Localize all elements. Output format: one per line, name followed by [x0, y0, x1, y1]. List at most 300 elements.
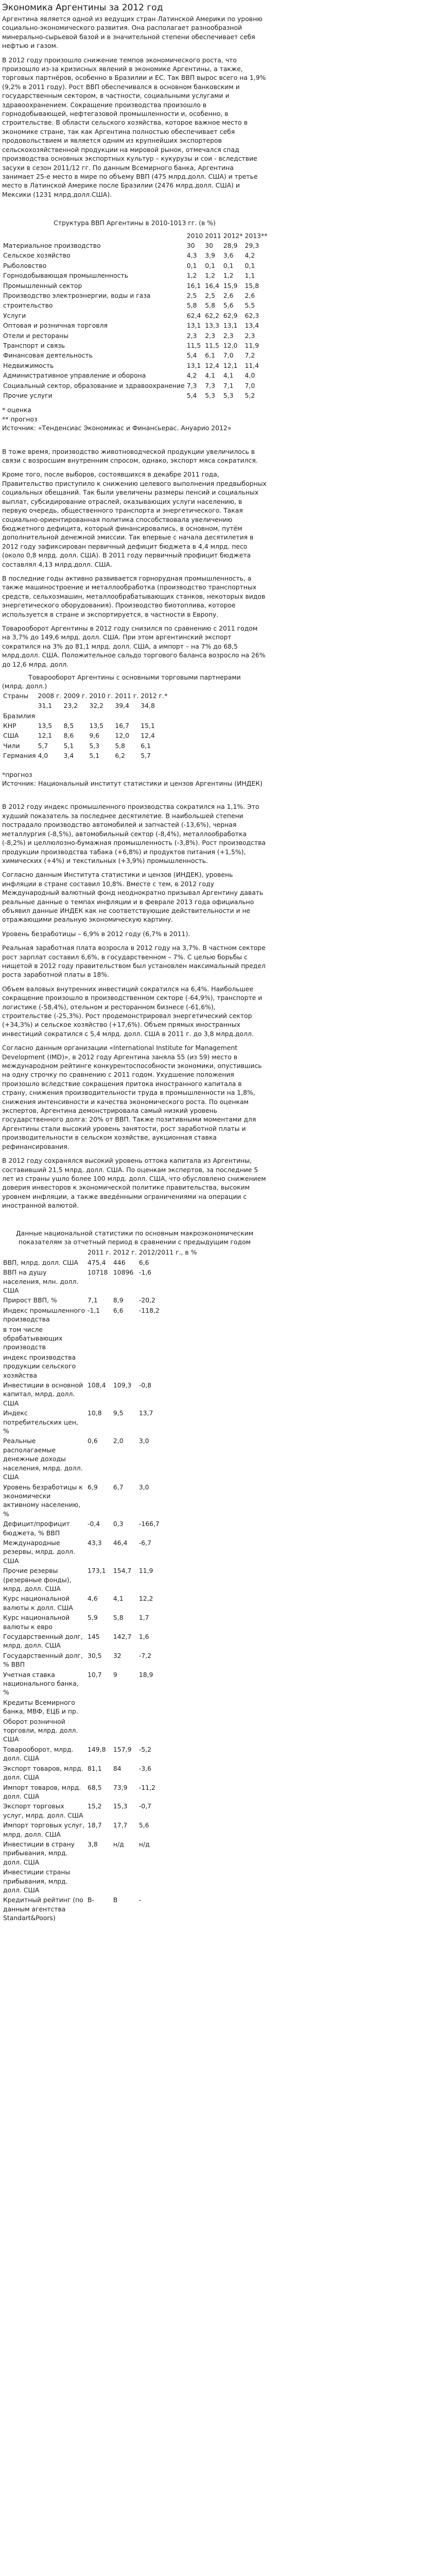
- table-row-label: Инвестиции в основной капитал, млрд. долл. США: [3, 1381, 83, 1407]
- table-cell: 12,2: [138, 1595, 153, 1603]
- table-cell: 10718: [88, 1268, 108, 1277]
- table-cell: 5,1: [63, 741, 74, 750]
- table-row-label: Недвижимость: [3, 361, 54, 369]
- table-row-label: Инвестиции страны прибывания, млрд. долл. США: [3, 1868, 71, 1894]
- table-cell: [86, 1717, 112, 1744]
- table-cell: -11,2: [138, 1783, 155, 1791]
- table-cell: [86, 1698, 112, 1717]
- table-cell: 4,0: [245, 371, 255, 380]
- table-cell: -0,4: [88, 1520, 100, 1528]
- table-row-label: Производство электроэнергии, воды и газа: [3, 291, 151, 299]
- table-row: [2, 261, 268, 270]
- table-cell: 11,9: [245, 342, 259, 349]
- table-cell: 30: [186, 241, 195, 249]
- table-cell: 2011 г.: [88, 1248, 111, 1257]
- table-row-label: в том числе обрабатывающих производств: [3, 1325, 63, 1351]
- table-cell: 12,4: [205, 361, 219, 369]
- table-row-label: Рыболовство: [3, 261, 47, 269]
- table-row: [2, 241, 268, 250]
- table-cell: 5,8: [186, 301, 197, 310]
- table-cell: 142,7: [113, 1633, 132, 1640]
- table-cell: 9: [113, 1670, 117, 1679]
- table-row-label: Курс национальной валюты к евро: [3, 1614, 70, 1631]
- table-cell: 68,5: [88, 1783, 102, 1791]
- table-cell: -6,7: [138, 1538, 152, 1547]
- table-row: [2, 1436, 198, 1482]
- table-cell: -166,7: [138, 1520, 160, 1528]
- table-cell: 1,1: [245, 272, 255, 280]
- spacer: [2, 761, 267, 770]
- table-row-label: Дефицит/профицит бюджета, % ВВП: [3, 1520, 70, 1537]
- table-cell: 3,6: [223, 251, 234, 260]
- table-row: [2, 1783, 198, 1802]
- table-row-label: Кредиты Всемирного банка, МВФ, ЕЦБ и пр.: [3, 1698, 78, 1716]
- table-row: [2, 1764, 198, 1783]
- table-row: [2, 361, 268, 370]
- table-cell: [139, 711, 168, 721]
- table-row: [2, 1670, 198, 1698]
- table-row: [2, 1867, 198, 1895]
- table-cell: 84: [113, 1764, 121, 1772]
- table-row-label: Кредитный рейтинг (по данным агентства Standart&Poors): [3, 1896, 83, 1922]
- table-cell: [86, 1867, 112, 1895]
- table-cell: 4,0: [38, 752, 48, 760]
- table-cell: 30: [205, 241, 214, 249]
- table-row: [2, 1519, 198, 1538]
- table-row-label: Материальное производство: [3, 241, 101, 249]
- table-row-label: Административное управление и оборона: [3, 371, 146, 380]
- table-row-label: Курс национальной валюты к долл. США: [3, 1595, 73, 1612]
- table-cell: 16,4: [205, 281, 219, 290]
- table-cell: -1,1: [88, 1306, 100, 1314]
- table-cell: 12,4: [141, 732, 155, 740]
- table-cell: [112, 1867, 138, 1895]
- table2-caption: Товарооборот Аргентины с основными торговыми партнерами: [28, 673, 241, 681]
- table-row: [2, 370, 268, 380]
- table-row: [2, 311, 268, 320]
- table2-note-forecast: *прогноз: [2, 770, 32, 778]
- table-row-label: Прочие резервы (резервные фонды), млрд. долл. США: [3, 1567, 72, 1592]
- table-cell: 6,6: [113, 1306, 124, 1314]
- page-title: Экономика Аргентины за 2012 год: [2, 3, 163, 13]
- table-cell: 4,1: [223, 371, 234, 380]
- table-cell: 5,9: [88, 1614, 98, 1622]
- table-cell: 4,6: [88, 1595, 98, 1603]
- table-cell: 4,1: [113, 1595, 124, 1603]
- table-cell: 6,7: [113, 1483, 124, 1491]
- table-cell: 5,3: [223, 392, 234, 400]
- table-row-label: Страны: [3, 691, 29, 700]
- table-row-label: Прирост ВВП, %: [3, 1296, 57, 1304]
- table-row: [2, 1613, 198, 1632]
- table-cell: 5,6: [223, 301, 234, 310]
- table-row: [2, 1306, 198, 1325]
- table-row-label: Экспорт торговых услуг, млрд. долл. США: [3, 1802, 83, 1819]
- table-cell: 2011: [205, 231, 221, 240]
- spacer: [2, 400, 267, 405]
- table-row-label: Международные резервы, млрд. долл. США: [3, 1538, 76, 1565]
- table-row: [2, 1538, 198, 1566]
- table-cell: 18,7: [88, 1821, 102, 1829]
- table-cell: -3,6: [138, 1764, 152, 1772]
- table-cell: 15,1: [141, 722, 155, 730]
- table-cell: 2,6: [223, 291, 234, 299]
- body-paragraph-2: Согласно данным Института статистики и цензов (ИНДЕК), уровень инфляции в стране составил 10,8%. Вместе с тем, в 2012 году Международный валютный фонд неоднократно призывал Аргентину давать реальные данные о темпах инфляции и в феврале 2013 года официально объявил данные ИНДЕК как не соответствующие действительности и не отражающими реальную экономическую картину.: [2, 871, 264, 924]
- table1-note-estimate: * оценка: [2, 406, 31, 414]
- table-row: [2, 270, 268, 280]
- table-cell: 6,9: [88, 1483, 98, 1491]
- table-row-label: [2, 1247, 86, 1257]
- table-cell: 5,3: [205, 392, 215, 400]
- table-cell: B-: [88, 1896, 94, 1904]
- table-row: [2, 1698, 198, 1717]
- table-cell: B: [113, 1896, 118, 1904]
- table-cell: 13,3: [205, 321, 219, 330]
- table-row: [2, 721, 168, 731]
- table-row-label: Германия: [3, 752, 36, 760]
- table3-caption: Данные национальной статистики по основным макроэкономическим показателям за отчетный период в сравнении с предыдущим годом: [15, 1229, 254, 1246]
- table-cell: 32: [113, 1651, 121, 1659]
- table1-note-forecast: ** прогноз: [2, 415, 38, 423]
- table-cell: [138, 1325, 198, 1352]
- table-row: [2, 1352, 198, 1380]
- table-cell: 3,0: [138, 1437, 149, 1445]
- table-cell: 81,1: [88, 1764, 102, 1772]
- table-cell: 0,1: [245, 261, 255, 269]
- table-cell: [112, 1325, 138, 1352]
- body-paragraph-3: Уровень безработицы – 6,9% в 2012 году (6,7% в 2011).: [2, 929, 190, 938]
- table-row: [2, 341, 268, 350]
- table-cell: [138, 1698, 198, 1717]
- table-cell: 16,7: [115, 722, 129, 730]
- table-row-label: КНР: [3, 722, 16, 730]
- table-cell: 12,1: [38, 732, 53, 740]
- table-cell: 475,4: [88, 1258, 106, 1266]
- table-row: [2, 1801, 198, 1820]
- table-cell: 6,1: [141, 741, 151, 750]
- table-row: [2, 381, 268, 391]
- table-cell: 13,1: [223, 321, 238, 330]
- table-row: [2, 291, 268, 300]
- table-cell: [112, 1698, 138, 1717]
- table-row-label: Уровень безработицы к экономически активному населению, %: [3, 1483, 83, 1518]
- spacer: [2, 438, 267, 447]
- table-cell: 1,7: [138, 1614, 149, 1622]
- table-row: [2, 1594, 198, 1613]
- table-cell: [112, 1352, 138, 1380]
- table-cell: 11,4: [245, 361, 259, 369]
- table1-source: Источник: «Тенденсиас Экономикас и Финансьерас. Ануарио 2012»: [2, 424, 232, 432]
- middle-paragraph-1: В тоже время, производство животноводческой продукции увеличилось в связи с возросшим внутренним спросом, однако, экспорт мяса сократился.: [2, 447, 258, 465]
- table-cell: 3,9: [205, 251, 215, 260]
- table-cell: 5,7: [38, 741, 48, 750]
- table-row-label: Прочие услуги: [3, 392, 53, 400]
- table-cell: 157,9: [113, 1745, 132, 1753]
- table-row-label: [2, 231, 186, 241]
- table-cell: [86, 1352, 112, 1380]
- table-cell: 7,1: [223, 381, 234, 389]
- table-cell: 62,9: [223, 311, 238, 319]
- table-row: [2, 1408, 198, 1436]
- table-cell: -: [138, 1896, 142, 1904]
- table-cell: [138, 1352, 198, 1380]
- table-cell: 13,1: [186, 321, 201, 330]
- table-row: [2, 331, 268, 341]
- table-cell: 5,6: [138, 1821, 149, 1829]
- intro-paragraph-1: Аргентина является одной из ведущих стран Латинской Америки по уровню социально-экономического развития. Она располагает разнообразной минерально-сырьевой базой и в значительной степени обеспечивает себя нефтью и газом.: [2, 15, 263, 50]
- table-row: [2, 1482, 198, 1519]
- table-cell: 62,4: [186, 311, 201, 319]
- spacer: [2, 793, 267, 802]
- table-cell: [86, 1325, 112, 1352]
- table-cell: 1,2: [186, 272, 197, 280]
- table-cell: 2012 г.*: [141, 691, 168, 700]
- table-cell: 145: [88, 1633, 100, 1640]
- table-cell: 15,9: [223, 281, 238, 290]
- table-cell: [138, 1717, 198, 1744]
- table-cell: 12,1: [223, 361, 238, 369]
- spacer: [2, 1215, 267, 1225]
- middle-paragraph-3: В последние годы активно развивается горнорудная промышленность, а также машиностроение и металлообработка (производство транспортных средств, сельхозмашин, металлообрабатывающих станков, некоторых видов энергетического оборудования). Производство биотоплива, которое используется в стране и экспортируется, в частности в Европу.: [2, 574, 266, 618]
- table-row-label: Сельское хозяйство: [3, 251, 71, 260]
- table-cell: 11,9: [138, 1567, 153, 1575]
- table-cell: 9,6: [89, 732, 100, 740]
- table-cell: -20,2: [138, 1296, 155, 1304]
- body-paragraph-7: В 2012 году сохранялся высокий уровень оттока капитала из Аргентины, составивший 21,5 млрд. долл. США. По оценкам экспертов, за последние 5 лет из страны ушло более 100 млрд. долл. США, что обусловлено снижением доверия инвесторов к экономической политике правительства, высоким уровнем инфляции, а также введёнными ограничениями на операции с иностранной валютой.: [2, 1157, 266, 1210]
- table-cell: 2,5: [186, 291, 197, 299]
- table-row: [2, 1380, 198, 1408]
- table-cell: 3,4: [63, 752, 74, 760]
- intro-paragraph-2: В 2012 году произошло снижение темпов экономического роста, что произошло из-за кризисных явлений в экономике Аргентины, а также, торговых партнёров, особенно в Бразилии и ЕС. Так ВВП вырос всего на 1,9% (9,2% в 2011 году). Рост ВВП обеспечивался в основном банковским и государственным сектором, в частности, социальными услугами и здравоохранением. Сокращение производства произошло в горнодобывающей, нефтегазовой промышленности и, особенно, в строительстве. В области сельского хозяйства, которое важное место в экономике стране, так как Аргентина полностью обеспечивает себя продовольствием и является одним из крупнейших экспортеров сельскохозяйственной продукции на мировой рынок, отмечался спад производства основных экспортных культур – кукурузы и сои - вследствие засухи в сезон 2011/12 гг. По данным Всемирного банка, Аргентина занимает 25-е место в мире по объему ВВП (475 млрд.долл. США) и третье место в Латинской Америке после Бразилии (2476 млрд.долл. США) и Мексики (1231 млрд.долл.США).: [2, 56, 266, 198]
- table-cell: 2,3: [245, 331, 255, 340]
- table-cell: 6,6: [138, 1258, 149, 1266]
- table-row: [2, 1839, 198, 1867]
- table-cell: 3,0: [138, 1483, 149, 1491]
- table-row: [2, 751, 168, 760]
- table-cell: 17,7: [113, 1821, 128, 1829]
- table-cell: [37, 711, 63, 721]
- table-cell: 7,0: [223, 351, 234, 360]
- table-cell: 149,8: [88, 1745, 106, 1753]
- table-cell: 4,3: [186, 251, 197, 260]
- table-row: [2, 1895, 198, 1923]
- table-cell: 8,6: [63, 732, 74, 740]
- table-cell: 0,3: [113, 1520, 124, 1528]
- table-cell: 10896: [113, 1268, 134, 1277]
- table-row: [2, 1820, 198, 1839]
- table-row-label: Импорт торговых услуг, млрд. долл. США: [3, 1821, 85, 1838]
- table-cell: 154,7: [113, 1567, 132, 1575]
- table-row-label: Государственный долг, % ВВП: [3, 1651, 83, 1669]
- table-cell: 7,2: [245, 351, 255, 360]
- table-cell: 0,1: [186, 261, 197, 269]
- table-header-row: [2, 231, 268, 241]
- table-cell: 2012/2011 г., в %: [138, 1248, 197, 1257]
- table-row-label: Учетная ставка национального банка, %: [3, 1670, 79, 1697]
- table-row: [2, 711, 168, 721]
- table-row: [2, 701, 168, 710]
- table-cell: 7,3: [186, 381, 197, 389]
- table-cell: 5,4: [186, 351, 197, 360]
- table-cell: 0,6: [88, 1437, 98, 1445]
- table-row-label: строительство: [3, 301, 53, 310]
- table-row-label: Социальный сектор, образование и здравоохранение: [3, 381, 185, 389]
- table-row-label: Финансовая деятельность: [3, 351, 93, 360]
- table-cell: 2011 г.: [115, 691, 139, 700]
- table-cell: 173,1: [88, 1567, 106, 1575]
- table-cell: 2,0: [113, 1437, 124, 1445]
- table-cell: 8,9: [113, 1296, 124, 1304]
- table-row-label: Государственный долг, млрд. долл. США: [3, 1633, 83, 1650]
- table-row-label: Реальные располагаемые денежные доходы населения, млрд. долл. США: [3, 1437, 83, 1481]
- table-cell: 446: [113, 1258, 126, 1266]
- table-row: [2, 1717, 198, 1744]
- table-cell: 2,3: [186, 331, 197, 340]
- table-cell: -118,2: [138, 1306, 160, 1314]
- table-row: [2, 1258, 198, 1267]
- table-cell: 11,5: [186, 342, 201, 349]
- body-paragraph-1: В 2012 году индекс промышленного производства сократился на 1,1%. Это худший показатель за последнее десятилетие. В наибольшей степени пострадало производство автомобилей и запчастей (-13,6%), черная металлургия (-8,5%), автомобильный сектор (-8,4%), металлообработка (-8,2%) и целлюлозно-бумажная промышленность (-3,8%). Рост производства продукции производства табака (+6,8%) и продуктов питания (+1,5%), химических (+4%) и текстильных (+3,9%) промышленность.: [2, 803, 266, 865]
- table-cell: 31,1: [38, 702, 53, 710]
- middle-paragraph-4: Товарооборот Аргентины в 2012 году снизился по сравнению с 2011 годом на 3,7% до 149,6 млрд. долл. США. При этом аргентинский экспорт сократился на 3% до 81,1 млрд. долл. США, а импорт – на 7% до 68,5 млрд.долл. США. Положительное сальдо торгового баланса возросло на 26% до 12,6 млрд. долл.: [2, 624, 266, 668]
- table-cell: 5,4: [186, 392, 197, 400]
- table-cell: 0,1: [205, 261, 215, 269]
- table-cell: 4,2: [186, 371, 197, 380]
- table-cell: 2008 г.: [38, 691, 62, 700]
- table-row-label: Транспорт и связь: [3, 342, 65, 349]
- table-row-label: Оптовая и розничная торговля: [3, 321, 108, 330]
- table-cell: 4,1: [205, 371, 215, 380]
- table-row: [2, 1566, 198, 1594]
- table-row: [2, 1267, 198, 1295]
- table-cell: 28,9: [223, 241, 238, 249]
- table-cell: 2012*: [223, 231, 243, 240]
- table-row: [2, 250, 268, 260]
- table-row: [2, 320, 268, 330]
- table-cell: 15,2: [88, 1802, 102, 1810]
- table-cell: 7,3: [205, 381, 215, 389]
- table-cell: 13,5: [89, 722, 104, 730]
- table-row: [2, 300, 268, 310]
- table-cell: 73,9: [113, 1783, 128, 1791]
- table-row-label: Отели и рестораны: [3, 331, 68, 340]
- table2-source: Источник: Национальный институт статистики и цензов Аргентины (ИНДЕК): [2, 779, 263, 788]
- document: [0, 0, 267, 1923]
- table-cell: 2,3: [205, 331, 215, 340]
- table-cell: 5,7: [141, 752, 151, 760]
- table-row: [2, 741, 168, 751]
- table1-caption: Структура ВВП Аргентины в 2010-1013 гг. (в %): [54, 219, 216, 227]
- table-cell: 15,3: [113, 1802, 128, 1810]
- table-cell: [88, 711, 114, 721]
- body-paragraph-4: Реальная заработная плата возросла в 2012 году на 3,7%. В частном секторе рост зарплат составил 6,6%, в государственном – 7%. С целью борьбы с нищетой в 2012 году правительством был установлен максимальный предел роста заработной платы в 18%.: [2, 944, 266, 979]
- table-cell: 32,2: [89, 702, 104, 710]
- gdp-structure-table: [2, 231, 268, 401]
- body-paragraph-6: Согласно данным организации «International Institute for Management Development (IMD)», в 2012 году Аргентина заняла 55 (из 59) место в международном рейтинге конкурентоспособности экономики, опустившись на одну строчку по сравнению с 2011 годом. Ухудшение положения произошло вследствие сокращения притока иностранного капитала в страну, снижения производительности труда в промышленности на 1,8%, снижения интенсивности и качества экономического роста. По оценкам экспертов, Аргентина демонстрировала самый низкий уровень государственного долга: 20% от ВВП. Также позитивными моментами для Аргентины стали высокий уровень занятости, рост заработной платы и производительности в сельском хозяйстве, аукционная ставка рефинансирования.: [2, 1044, 262, 1150]
- spacer: [2, 204, 267, 213]
- table-cell: 9,5: [113, 1409, 124, 1417]
- table-cell: [63, 711, 89, 721]
- table-cell: 2013**: [245, 231, 268, 240]
- table-row: [2, 1325, 198, 1352]
- table-row-label: Бразилия: [3, 711, 36, 720]
- table-cell: 2,3: [223, 331, 234, 340]
- table-row-label: Горнодобывающая промышленность: [3, 272, 128, 280]
- table-row-label: ВВП на душу населения, млн. долл. США: [3, 1268, 79, 1294]
- table-row-label: Товарооборот, млрд. долл. США: [3, 1745, 74, 1762]
- table-cell: 15,8: [245, 281, 259, 290]
- table-cell: 43,3: [88, 1538, 102, 1547]
- table-cell: 7,0: [245, 381, 255, 389]
- table-row: [2, 350, 268, 360]
- table-cell: 2009 г.: [63, 691, 88, 700]
- table-cell: 1,2: [223, 272, 234, 280]
- table-cell: 5,3: [89, 741, 100, 750]
- table-row-label: Оборот розничной торговли, млрд. долл. США: [3, 1717, 78, 1743]
- table-row-label: ВВП, млрд. долл. США: [3, 1258, 79, 1266]
- table-cell: 2010: [186, 231, 203, 240]
- table-cell: 1,2: [205, 272, 215, 280]
- table-cell: -7,2: [138, 1651, 152, 1659]
- table-cell: 108,4: [88, 1381, 106, 1389]
- table-cell: 12,0: [223, 342, 238, 349]
- table-cell: 5,8: [205, 301, 215, 310]
- table-cell: 13,4: [245, 321, 259, 330]
- table-cell: 13,1: [186, 361, 201, 369]
- body-paragraph-5: Объем валовых внутренних инвестиций сократился на 6,4%. Наибольшее сокращение произошло в производственном секторе (-64,9%), транспорте и логистике (-58,4%), отельном и ресторанном бизнесе (-61,6%), строительстве (-25,3%). Рост продемонстрировал энергетический сектор (+34,3%) и сельское хозяйство (+17,6%). Объем прямых иностранных инвестиций сократился с 5,4 млрд. долл. США в 2011 г. до 3,8 млрд.долл.: [2, 985, 263, 1038]
- table-cell: 2,5: [205, 291, 215, 299]
- table-cell: 39,4: [115, 702, 129, 710]
- table-cell: 13,7: [138, 1409, 153, 1417]
- table-cell: [112, 1717, 138, 1744]
- table-cell: 109,3: [113, 1381, 132, 1389]
- table-cell: 2,6: [245, 291, 255, 299]
- table-row-label: [2, 701, 37, 710]
- table-cell: 3,8: [88, 1840, 98, 1848]
- table-cell: 5,8: [113, 1614, 124, 1622]
- table-cell: 2012 г.: [113, 1248, 137, 1257]
- table-cell: [138, 1867, 198, 1895]
- table-row-label: Инвестиции в страну прибывания, млрд. долл. США: [3, 1840, 75, 1866]
- table-cell: 5,5: [245, 301, 255, 310]
- table-cell: 6,2: [115, 752, 126, 760]
- table-cell: -0,7: [138, 1802, 152, 1810]
- table-cell: 12,0: [115, 732, 129, 740]
- table-cell: 7,1: [88, 1296, 98, 1304]
- table-row-label: индекс производства продукции сельского хозяйства: [3, 1353, 76, 1379]
- table-row-label: Чили: [3, 741, 20, 750]
- table-cell: 62,3: [245, 311, 259, 319]
- table-cell: н/д: [138, 1840, 150, 1848]
- table-row: [2, 1632, 198, 1651]
- table-cell: -1,6: [138, 1268, 152, 1277]
- middle-paragraph-2: Кроме того, после выборов, состоявшихся в декабре 2011 года, Правительство приступило к снижению целевого выполнения предвыборных социальных обещаний. Так были увеличены размеры пенсий и социальных выплат, субсидирование отраслей, оказывающих услуги населению, в первую очередь, общественного транспорта и энергетического. Такая социально-ориентированная политика способствовала увеличению бюджетного дефицита, который финансировались, в основном, путём дополнительной денежной эмиссии. Так впервые с начала десятилетия в 2012 году зафиксирован первичный дефицит бюджета в 4,4 млрд. песо (около 0,8 млрд. долл. США). В 2011 году первичный профицит бюджета составлял 4,13 млрд.долл. США.: [2, 470, 267, 568]
- table-cell: 16,1: [186, 281, 201, 290]
- table-cell: 11,5: [205, 342, 219, 349]
- table-cell: 34,8: [141, 702, 155, 710]
- table-cell: 0,1: [223, 261, 234, 269]
- table-cell: 13,5: [38, 722, 53, 730]
- macro-indicators-table: [2, 1247, 198, 1923]
- table-row-label: Экспорт товаров, млрд. долл. США: [3, 1764, 83, 1782]
- table-cell: 30,5: [88, 1651, 102, 1659]
- table-cell: 2010 г.: [89, 691, 113, 700]
- table-row: [2, 1744, 198, 1764]
- table-cell: 23,2: [63, 702, 78, 710]
- table-row: [2, 1295, 198, 1305]
- table-row: [2, 1651, 198, 1670]
- table-cell: 8,5: [63, 722, 74, 730]
